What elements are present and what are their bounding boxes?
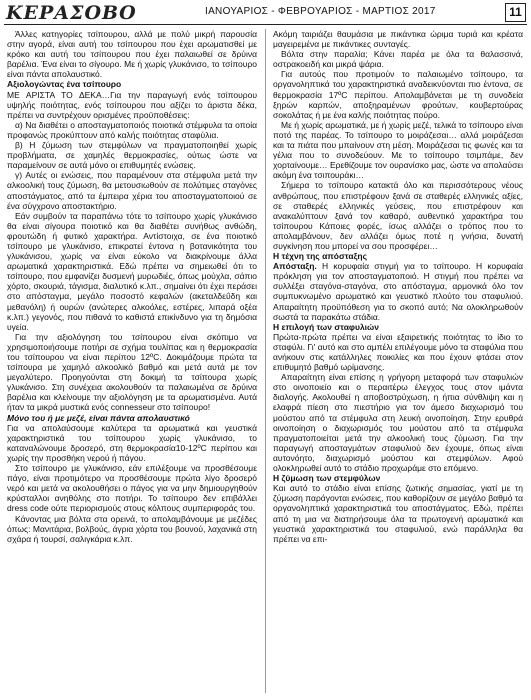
paragraph: Εάν συμβούν τα παραπάνω τότε το τσίπουρο χωρίς γλυκάνισο θα είναι σίγουρα ποιοτικό και θα διαθέτει συνήθως ανθώδη, φρουτώδη ή φυτικό χαρακτήρα. Αντίστοιχα, σε ένα ποιοτικό τσίπουρο με γλυκάνισο, επικρατεί έντονα η βοτανικότητα του γλυκάνισου, χωρίς να είναι εύκολο να διακρίνουμε άλλα αρωματικά χαρακτηριστικά. Εδώ πρέπει να σημειωθεί ότι το τσίπουρο, που εμφανίζει δυσμενή μυρωδιές, όπως μούχλα, σάπιο χόρτο, σκουριά, τάγισμα, διαλυτικό κ.λπ., σημαίνει ότι έχει περάσει στο απόσταγμα, μεγάλο ποσοστό κεφαλών (ακεταλδεΰδη και μεθανόλη) ή ουρών (ανώτερες αλκοόλες, εστέρες, λιπαρά οξέα κ.λπ.) γεγονός, που πιθανά το καθιστά επικίνδυνο για τη δημόσια υγεία.	[7, 210, 257, 332]
paragraph: Για να απολαύσουμε καλύτερα τα αρωματικά και γευστικά χαρακτηριστικά του τσίπουρου χωρίς γλυκάνισο, το καταναλώνουμε δροσερό, στη θερμοκρασία10-12ºC περίπου και χωρίς την προσθήκη νερού ή πάγου.	[7, 422, 257, 463]
page-number: 11	[505, 3, 526, 22]
masthead: ΚΕΡΑΣΟΒΟ	[6, 2, 137, 24]
page-header	[0, 0, 531, 27]
paragraph: Στο τσίπουρο με γλυκάνισο, εάν επιλέξουμε να προσθέσουμε πάγο, είναι προτιμότερο να προσθέσουμε πρώτα λίγο δροσερό νερό και μετά να ακολουθήσει ο πάγος για να μην δημιουργηθούν κρύσταλλοι ανηθόλης στο ποτήρι. Το τσίπουρο δεν επιβάλλει dress code ούτε περιορισμούς στους κόλπους συμπεριφοράς του.	[7, 463, 257, 514]
list-item: α) Να διαθέτει ο αποσταγματοποιός ποιοτικά στέμφυλα τα οποία προφανώς προκύπτουν από καλής ποιότητας σταφύλια.	[7, 119, 257, 140]
paragraph: Ακόμη ταιριάζει θαυμάσια με πικάντικα ώριμα τυριά και κρέατα μαγειρεμένα με πικάντικες συνταγές.	[273, 29, 523, 50]
paragraph: Για την αξιολόγηση του τσίπουρου είναι σκόπιμο να χρησιμοποιήσουμε ποτήρι σε σχήμα τουλίπας και η θερμοκρασία του τσίπουρου να είναι περίπου 12ºC. Δοκιμάζουμε πρώτα τα τσίπουρα με χαμηλό αλκοολικό βαθμό και μετά αυτά με τον μεγαλύτερο. Προηγούνται στη δοκιμή τα τσίπουρα χωρίς γλυκάνισο. Στη συνέχεια ακολουθούν τα παλαιωμένα σε δρύινα βαρέλια και κλείνουμε την αξιολόγηση με τα αρωματισμένα. Αυτά ήταν τα μικρά μυστικά ενός connesseur στο τσίπουρο!	[7, 331, 257, 413]
paragraph: Άλλες κατηγορίες τσίπουρου, αλλά με πολύ μικρή παρουσία στην αγορά, είναι αυτή του τσίπουρου που έχει αρωματισθεί με κρόκο και αυτή του τσίπουρου που έχει παλαιωθεί σε δρύινα βαρέλια. Ένα είναι το σίγουρο. Με ή χωρίς γλυκάνισο, το τσίπουρο είναι πάντα απολαυστικό.	[7, 29, 257, 80]
left-column	[7, 29, 257, 544]
paragraph	[273, 261, 523, 322]
paragraph: Σήμερα το τσίπουρο κατακτά όλο και περισσότερους νέους ανθρώπους, που επιστρέφουν ξανά σε σταθερές ελληνικές αξίες, σε σταθερές ελληνικές γεύσεις, που επιστρέφουν και ανακαλύπτουν ξανά τον καθαρό, αυθεντικό χαρακτήρα του τσίπουρου Κάποιες φορές, ίσως αλλάζει ο τρόπος που το απολαμβάνουν, δεν αλλάζει όμως ποτέ η γνήσια, δυνατή συγκίνηση που μπορεί να σου προσφέρει…	[273, 180, 523, 251]
section-heading: Η ζύμωση των στεμφύλων	[273, 473, 381, 484]
lead-word: Απόσταξη.	[273, 261, 317, 272]
prerequisites-list	[7, 120, 257, 211]
section-heading: Η τέχνη της απόσταξης	[273, 251, 367, 262]
paragraph-text: Η κορυφαία στιγμή για το τσίπουρο. Η κορυφαία πρόκληση για τον αποσταγματοποιό. Η στιγμή που πρέπει να συλλέξει σταγόνα-σταγόνα, στο απόσταγμα, αρμονικά όλο τον συμπυκνωμένο αρωματικό και γευστικό πλούτο του σταφυλιού. Απαραίτητη προϋπόθεση για το σκοπό αυτό; Να ολοκληρωθούν σωστά τα παρακάτω στάδια.	[273, 261, 523, 322]
list-item: γ) Αυτές οι ενώσεις, που παραμένουν στα στέμφυλα μετά την αλκοολική τους ζύμωση, θα μετουσιωθούν σε πολύτιμες σταγόνες αποστάγματος, από τα έμπειρα χέρια του αποσταγματοποιού σε ένα σύγχρονο αποστακτήριο.	[7, 170, 257, 211]
right-column	[273, 29, 523, 544]
paragraph: Για αυτούς που προτιμούν το παλαιωμένο τσίπουρο, τα οργανοληπτικά του χαρακτηριστικά αναδεικνύονται πιο έντονα, σε θερμοκρασία 17ºC περίπου. Απολαμβάνεται με τη συνοδεία ξηρών καρπών, αποξηραμένων φρούτων, κουβερτούρας σοκολάτας ή με ένα καλής ποιότητας πούρο.	[273, 69, 523, 120]
list-item: β) Η ζύμωση των στεμφύλων να πραγματοποιηθεί χωρίς προβλήματα, σε χαμηλές θερμοκρασίες, ούτως ώστε να παραμείνουν σε αυτά μόνο οι επιθυμητές ενώσεις.	[7, 140, 257, 171]
paragraph: Βόλτα στην παραλία; Κάνει παρέα με όλα τα θαλασσινά, οστρακοειδή και μικρά ψάρια.	[273, 49, 523, 70]
header-rule	[4, 24, 527, 25]
column-divider	[265, 29, 266, 693]
paragraph: Απαραίτητη είναι επίσης η γρήγορη μεταφορά των σταφυλιών στο οινοποιείο και ο περαιτέρω έλεγχος τους στον ιμάντα διαλογής. Ακολουθεί η αποβοστρύχωση, η ήπια σύνθλιψη και η ελαφρά πίεση στο πιεστήριο για τον άμεσο διαχωρισμό του μούστου από τα στέμφυλα στη λευκή οινοποίηση. Στην ερυθρά οινοποίηση ο διαχωρισμός του μούστου από τα στέμφυλα πραγματοποιείται μετά την αλκοολική τους ζύμωση. Για την παραγωγή αποσταγμάτων σταφυλιού δεν έχουμε, όπως είναι αυτονόητο, διαχωρισμό μούστου και στεμφύλων. Αφού ολοκληρωθεί αυτό το στάδιο προχωράμε στο επόμενο.	[273, 372, 523, 474]
issue-date: ΙΑΝΟΥΑΡΙΟΣ - ΦΕΒΡΟΥΑΡΙΟΣ - ΜΑΡΤΙΟΣ 2017	[205, 6, 436, 17]
section-heading: Η επιλογή των σταφυλιών	[273, 321, 379, 332]
paragraph: Με ή χωρίς αρωματικά, με ή χωρίς μεζέ, τελικά το τσίπουρο είναι ποτό της παρέας. Το τσίπουρο το μοιράζεσαι… αλλά μοιράζεσαι και τα πιάτα που μπαίνουν στη μέση. Μοιράζεσαι τις φωνές και τα γέλια που το συνοδεύουν. Με το τσίπουρο τσιμπάμε, δεν χορταίνουμε… Ερεθίζουμε τον ουρανίσκο μας, ώστε να απολαύσει ακόμη ένα τσιπουράκι…	[273, 119, 523, 181]
paragraph: Κάνοντας μια βόλτα στα ορεινά, το απολαμβάνουμε με μεζέδες όπως: Μανιτάρια, βολβούς, άγρια χόρτα του βουνού, λαχανικά στη σχάρα ή τουρσί, σαλιγκάρια κ.λπ.	[7, 513, 257, 544]
paragraph: ΜΕ ΑΡΙΣΤΑ ΤΟ ΔΕΚΑ…Για την παραγωγή ενός τσίπουρου υψηλής ποιότητας, ενός τσίπουρου που αξίζει το άριστα δέκα, πρέπει να συντρέχουν ορισμένες προϋποθέσεις:	[7, 89, 257, 120]
section-heading: Μόνο του ή με μεζέ, είναι πάντα απολαυστικό	[7, 412, 190, 423]
paragraph: Και αυτό το στάδιο είναι επίσης ζωτικής σημασίας, γιατί με τη ζύμωση παράγονται ενώσεις, που καθορίζουν σε μεγάλο βαθμό τα οργανοληπτικά χαρακτηριστικά του αποστάγματος. Εδώ, πρέπει από τη μια να διατηρήσουμε όλα τα πρωτογενή αρωματικά και γευστικά χαρακτηριστικά του σταφυλιού, ενώ παράλληλα θα πρέπει να επι-	[273, 483, 523, 544]
paragraph: Πρώτα-πρώτα πρέπει να είναι εξαιρετικής ποιότητας το ίδιο το σταφύλι. Γι' αυτό και στο αμπέλι επιλέγουμε μόνο τα σταφύλια που ανήκουν στις κατάλληλες ποικιλίες και που έχουν φτάσει στον επιθυμητό βαθμό ωρίμανσης.	[273, 331, 523, 373]
section-heading: Αξιολογώντας ένα τσίπουρο	[7, 79, 122, 90]
